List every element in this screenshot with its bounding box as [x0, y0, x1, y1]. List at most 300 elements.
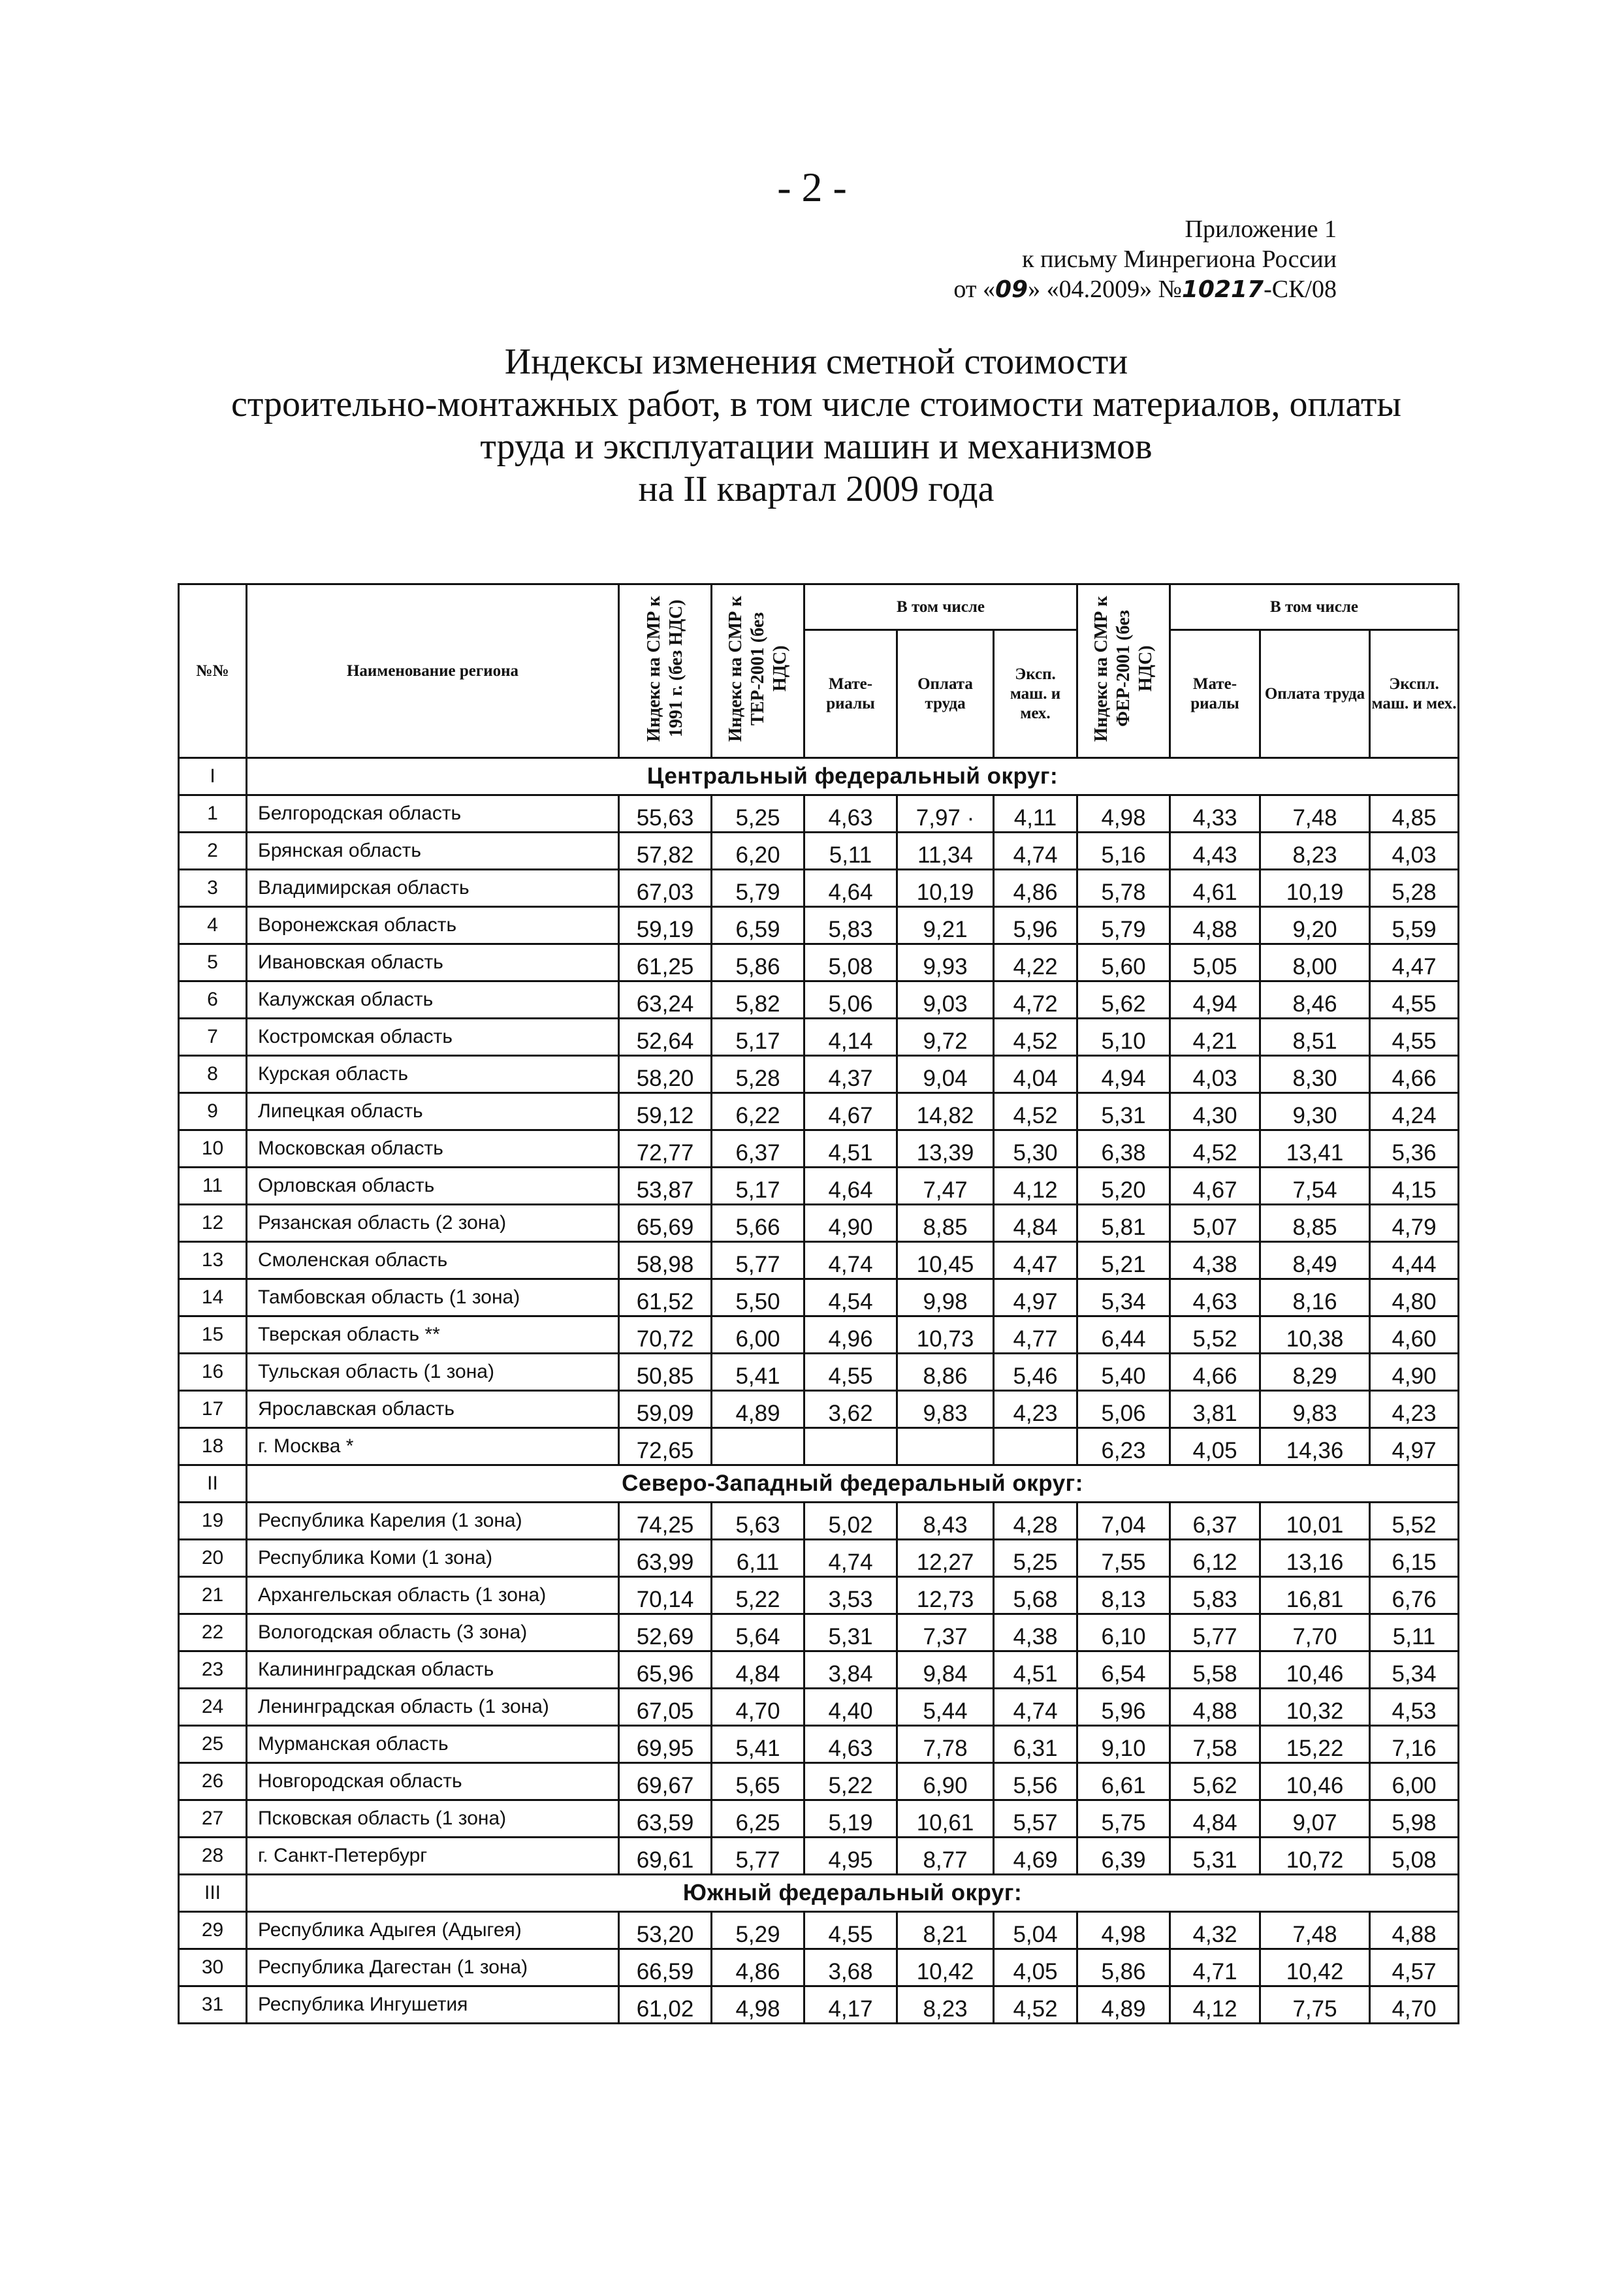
region-name: Воронежская область — [247, 907, 619, 944]
index-value: 5,31 — [1170, 1838, 1260, 1875]
index-value: 4,57 — [1370, 1949, 1459, 1986]
row-number: 12 — [179, 1205, 247, 1242]
index-value: 5,11 — [1370, 1614, 1459, 1651]
index-value: 9,83 — [897, 1391, 994, 1428]
region-name: Тверская область ** — [247, 1316, 619, 1354]
index-value: 4,72 — [994, 981, 1077, 1019]
row-number: 28 — [179, 1838, 247, 1875]
header-index-fer-text: Индекс на СМР к ФЕР-2001 (без НДС) — [1091, 595, 1156, 742]
row-number: 10 — [179, 1130, 247, 1168]
index-value: 7,04 — [1077, 1503, 1170, 1540]
header-index-1991 — [619, 584, 712, 758]
index-value: 4,64 — [804, 1168, 897, 1205]
index-value: 5,79 — [1077, 907, 1170, 944]
index-value: 9,72 — [897, 1019, 994, 1056]
table-row — [179, 1651, 1459, 1689]
index-value: 5,41 — [712, 1726, 804, 1763]
index-value: 5,16 — [1077, 833, 1170, 870]
row-number: 17 — [179, 1391, 247, 1428]
region-name: Липецкая область — [247, 1093, 619, 1130]
region-name: Республика Ингушетия — [247, 1986, 619, 2024]
index-value: 8,16 — [1260, 1279, 1370, 1316]
appendix-line-1: Приложение 1 — [1185, 215, 1337, 243]
table-row — [179, 1056, 1459, 1093]
index-value: 70,72 — [619, 1316, 712, 1354]
index-value: 4,94 — [1170, 981, 1260, 1019]
row-number: 9 — [179, 1093, 247, 1130]
index-value: 8,30 — [1260, 1056, 1370, 1093]
table-row — [179, 1912, 1459, 1949]
appendix-line-2: к письму Минрегиона России — [1022, 246, 1337, 273]
index-value: 5,31 — [804, 1614, 897, 1651]
index-value: 5,77 — [712, 1242, 804, 1279]
index-value: 6,39 — [1077, 1838, 1170, 1875]
index-value: 4,69 — [994, 1838, 1077, 1875]
table-row — [179, 1316, 1459, 1354]
index-value: 4,17 — [804, 1986, 897, 2024]
header-materials: Мате-риалы — [804, 630, 897, 758]
index-value: 5,63 — [712, 1503, 804, 1540]
index-value: 5,44 — [897, 1689, 994, 1726]
table-row — [179, 1614, 1459, 1651]
index-value: 9,83 — [1260, 1391, 1370, 1428]
handwritten-number: 10217 — [1181, 276, 1264, 303]
index-value: 4,97 — [994, 1279, 1077, 1316]
header-group-including-1: В том числе — [804, 584, 1077, 630]
row-number: 18 — [179, 1428, 247, 1465]
index-value: 4,67 — [1170, 1168, 1260, 1205]
index-value: 70,14 — [619, 1577, 712, 1614]
index-value: 6,59 — [712, 907, 804, 944]
index-value: 63,99 — [619, 1540, 712, 1577]
index-value: 4,51 — [994, 1651, 1077, 1689]
index-value: 7,48 — [1260, 795, 1370, 833]
row-number: 16 — [179, 1354, 247, 1391]
index-value: 5,46 — [994, 1354, 1077, 1391]
index-value: 4,79 — [1370, 1205, 1459, 1242]
region-name: Белгородская область — [247, 795, 619, 833]
index-value: 4,04 — [994, 1056, 1077, 1093]
row-number: 20 — [179, 1540, 247, 1577]
index-value: 72,65 — [619, 1428, 712, 1465]
row-number: 15 — [179, 1316, 247, 1354]
appendix-prefix: от « — [953, 276, 995, 303]
appendix-reference — [953, 214, 1337, 305]
region-name: Мурманская область — [247, 1726, 619, 1763]
index-value: 10,38 — [1260, 1316, 1370, 1354]
index-value: 5,64 — [712, 1614, 804, 1651]
index-value: 4,40 — [804, 1689, 897, 1726]
index-value: 7,55 — [1077, 1540, 1170, 1577]
index-value: 52,64 — [619, 1019, 712, 1056]
index-value: 10,01 — [1260, 1503, 1370, 1540]
appendix-line-3 — [953, 274, 1337, 305]
index-value: 10,72 — [1260, 1838, 1370, 1875]
index-value: 13,16 — [1260, 1540, 1370, 1577]
index-value: 4,15 — [1370, 1168, 1459, 1205]
index-value: 5,81 — [1077, 1205, 1170, 1242]
index-value: 4,98 — [1077, 1912, 1170, 1949]
index-value: 6,44 — [1077, 1316, 1170, 1354]
index-value: 5,31 — [1077, 1093, 1170, 1130]
index-value: 4,21 — [1170, 1019, 1260, 1056]
index-value: 4,55 — [804, 1912, 897, 1949]
row-number: 29 — [179, 1912, 247, 1949]
region-name: Курская область — [247, 1056, 619, 1093]
index-value: 8,51 — [1260, 1019, 1370, 1056]
index-value: 4,84 — [1170, 1800, 1260, 1838]
index-value: 10,46 — [1260, 1763, 1370, 1800]
index-value: 8,23 — [897, 1986, 994, 2024]
region-name: Орловская область — [247, 1168, 619, 1205]
index-value: 8,86 — [897, 1354, 994, 1391]
index-value: 4,74 — [804, 1242, 897, 1279]
region-name: Республика Карелия (1 зона) — [247, 1503, 619, 1540]
index-value: 4,53 — [1370, 1689, 1459, 1726]
index-value: 4,54 — [804, 1279, 897, 1316]
index-value: 5,59 — [1370, 907, 1459, 944]
index-value: 7,37 — [897, 1614, 994, 1651]
index-value: 14,82 — [897, 1093, 994, 1130]
index-value: 9,04 — [897, 1056, 994, 1093]
index-value: 5,77 — [712, 1838, 804, 1875]
index-value: 9,20 — [1260, 907, 1370, 944]
index-value: 59,09 — [619, 1391, 712, 1428]
table-row — [179, 1354, 1459, 1391]
row-number: 26 — [179, 1763, 247, 1800]
header-machines-2: Экспл. маш. и мех. — [1370, 630, 1459, 758]
index-value: 74,25 — [619, 1503, 712, 1540]
index-value: 10,42 — [1260, 1949, 1370, 1986]
index-value: 5,79 — [712, 870, 804, 907]
index-value: 5,22 — [804, 1763, 897, 1800]
index-value: 6,54 — [1077, 1651, 1170, 1689]
index-value: 5,96 — [994, 907, 1077, 944]
index-value: 59,12 — [619, 1093, 712, 1130]
index-value: 4,63 — [804, 1726, 897, 1763]
section-number: I — [179, 758, 247, 795]
index-value: 8,23 — [1260, 833, 1370, 870]
table-row — [179, 907, 1459, 944]
index-value: 3,84 — [804, 1651, 897, 1689]
index-value: 55,63 — [619, 795, 712, 833]
index-value: 4,96 — [804, 1316, 897, 1354]
table-row — [179, 1168, 1459, 1205]
index-value: 58,98 — [619, 1242, 712, 1279]
region-name: Республика Коми (1 зона) — [247, 1540, 619, 1577]
index-value: 7,54 — [1260, 1168, 1370, 1205]
index-value: 7,58 — [1170, 1726, 1260, 1763]
region-name: Брянская область — [247, 833, 619, 870]
index-value: 16,81 — [1260, 1577, 1370, 1614]
row-number: 19 — [179, 1503, 247, 1540]
section-row — [179, 1465, 1459, 1503]
index-value: 9,84 — [897, 1651, 994, 1689]
index-value: 8,29 — [1260, 1354, 1370, 1391]
index-value: 9,30 — [1260, 1093, 1370, 1130]
index-value: 4,32 — [1170, 1912, 1260, 1949]
table-row — [179, 981, 1459, 1019]
index-table — [178, 583, 1459, 2024]
table-row — [179, 1093, 1459, 1130]
index-value: 66,59 — [619, 1949, 712, 1986]
row-number: 25 — [179, 1726, 247, 1763]
section-row — [179, 1875, 1459, 1912]
index-value: 5,20 — [1077, 1168, 1170, 1205]
region-name: г. Санкт-Петербург — [247, 1838, 619, 1875]
index-value: 5,83 — [804, 907, 897, 944]
title-line-3: труда и эксплуатации машин и механизмов — [480, 426, 1153, 467]
title-line-4: на II квартал 2009 года — [638, 469, 995, 509]
row-number: 6 — [179, 981, 247, 1019]
table-row — [179, 1279, 1459, 1316]
index-value: 5,83 — [1170, 1577, 1260, 1614]
table-row — [179, 1986, 1459, 2024]
table-row — [179, 795, 1459, 833]
index-value: 8,49 — [1260, 1242, 1370, 1279]
index-value: 4,38 — [1170, 1242, 1260, 1279]
index-value: 4,61 — [1170, 870, 1260, 907]
table-row — [179, 1019, 1459, 1056]
index-value: 6,37 — [1170, 1503, 1260, 1540]
row-number: 31 — [179, 1986, 247, 2024]
table-row — [179, 1838, 1459, 1875]
index-value: 4,38 — [994, 1614, 1077, 1651]
region-name: Архангельская область (1 зона) — [247, 1577, 619, 1614]
index-value: 5,21 — [1077, 1242, 1170, 1279]
index-value: 6,37 — [712, 1130, 804, 1168]
index-value: 5,52 — [1370, 1503, 1459, 1540]
index-value: 4,03 — [1170, 1056, 1260, 1093]
index-value: 7,16 — [1370, 1726, 1459, 1763]
index-value: 65,96 — [619, 1651, 712, 1689]
index-value: 63,24 — [619, 981, 712, 1019]
index-value: 7,47 — [897, 1168, 994, 1205]
index-value: 5,06 — [804, 981, 897, 1019]
index-value: 14,36 — [1260, 1428, 1370, 1465]
index-value: 12,27 — [897, 1540, 994, 1577]
index-value: 6,90 — [897, 1763, 994, 1800]
index-value: 4,63 — [1170, 1279, 1260, 1316]
table-row — [179, 1205, 1459, 1242]
index-value: 4,88 — [1170, 907, 1260, 944]
index-value: 3,53 — [804, 1577, 897, 1614]
index-value: 4,03 — [1370, 833, 1459, 870]
index-value: 6,11 — [712, 1540, 804, 1577]
index-value: 5,41 — [712, 1354, 804, 1391]
index-value: 7,70 — [1260, 1614, 1370, 1651]
index-value: 5,29 — [712, 1912, 804, 1949]
index-table-container — [178, 583, 1459, 2024]
index-value: 69,67 — [619, 1763, 712, 1800]
index-value: 4,74 — [804, 1540, 897, 1577]
index-value: 5,02 — [804, 1503, 897, 1540]
index-value: 3,62 — [804, 1391, 897, 1428]
row-number: 30 — [179, 1949, 247, 1986]
index-value: 8,21 — [897, 1912, 994, 1949]
index-value: 4,23 — [1370, 1391, 1459, 1428]
index-value: 5,28 — [1370, 870, 1459, 907]
index-value: 4,05 — [1170, 1428, 1260, 1465]
region-name: Республика Дагестан (1 зона) — [247, 1949, 619, 1986]
region-name: Псковская область (1 зона) — [247, 1800, 619, 1838]
index-value: 53,87 — [619, 1168, 712, 1205]
section-title: Северо-Западный федеральный округ: — [247, 1465, 1459, 1503]
index-value: 5,34 — [1077, 1279, 1170, 1316]
index-value: 4,80 — [1370, 1279, 1459, 1316]
index-value: 4,98 — [712, 1986, 804, 2024]
index-value: 5,78 — [1077, 870, 1170, 907]
index-value: 4,66 — [1370, 1056, 1459, 1093]
index-value: 15,22 — [1260, 1726, 1370, 1763]
handwritten-day: 09 — [995, 276, 1028, 303]
index-value: 63,59 — [619, 1800, 712, 1838]
header-index-1991-text: Индекс на СМР к 1991 г. (без НДС) — [643, 595, 686, 742]
index-value: 4,95 — [804, 1838, 897, 1875]
index-value: 67,05 — [619, 1689, 712, 1726]
index-value: 4,86 — [712, 1949, 804, 1986]
region-name: Ленинградская область (1 зона) — [247, 1689, 619, 1726]
table-row — [179, 1949, 1459, 1986]
index-value: 5,22 — [712, 1577, 804, 1614]
index-value: 57,82 — [619, 833, 712, 870]
index-value: 9,21 — [897, 907, 994, 944]
index-value: 6,61 — [1077, 1763, 1170, 1800]
document-title — [163, 341, 1469, 511]
index-value: 5,05 — [1170, 944, 1260, 981]
table-row — [179, 1689, 1459, 1726]
row-number: 21 — [179, 1577, 247, 1614]
index-value: 6,23 — [1077, 1428, 1170, 1465]
index-value: 5,62 — [1170, 1763, 1260, 1800]
row-number: 5 — [179, 944, 247, 981]
index-value: 4,52 — [994, 1986, 1077, 2024]
index-value: 5,08 — [804, 944, 897, 981]
index-value: 61,25 — [619, 944, 712, 981]
index-value: 8,00 — [1260, 944, 1370, 981]
table-row — [179, 944, 1459, 981]
region-name: г. Москва * — [247, 1428, 619, 1465]
index-value: 10,46 — [1260, 1651, 1370, 1689]
row-number: 2 — [179, 833, 247, 870]
index-value: 5,10 — [1077, 1019, 1170, 1056]
index-value: 65,69 — [619, 1205, 712, 1242]
index-value: 5,75 — [1077, 1800, 1170, 1838]
index-value: 5,19 — [804, 1800, 897, 1838]
index-value: 6,38 — [1077, 1130, 1170, 1168]
index-value: 10,61 — [897, 1800, 994, 1838]
table-row — [179, 1540, 1459, 1577]
index-value: 4,64 — [804, 870, 897, 907]
index-value: 4,89 — [1077, 1986, 1170, 2024]
index-value: 4,67 — [804, 1093, 897, 1130]
index-value: 4,98 — [1077, 795, 1170, 833]
index-value: 7,78 — [897, 1726, 994, 1763]
index-value: 5,57 — [994, 1800, 1077, 1838]
header-labor-2: Оплата труда — [1260, 630, 1370, 758]
index-value: 5,65 — [712, 1763, 804, 1800]
index-value: 4,24 — [1370, 1093, 1459, 1130]
index-value: 4,52 — [1170, 1130, 1260, 1168]
index-value: 4,70 — [712, 1689, 804, 1726]
index-value: 4,12 — [1170, 1986, 1260, 2024]
index-value: 10,73 — [897, 1316, 994, 1354]
index-value: 8,46 — [1260, 981, 1370, 1019]
index-value: 4,66 — [1170, 1354, 1260, 1391]
index-value: 4,23 — [994, 1391, 1077, 1428]
index-value: 5,36 — [1370, 1130, 1459, 1168]
index-value: 13,41 — [1260, 1130, 1370, 1168]
region-name: Рязанская область (2 зона) — [247, 1205, 619, 1242]
index-value: 4,70 — [1370, 1986, 1459, 2024]
region-name: Костромская область — [247, 1019, 619, 1056]
index-value: 12,73 — [897, 1577, 994, 1614]
row-number: 7 — [179, 1019, 247, 1056]
section-number: III — [179, 1875, 247, 1912]
header-region-name: Наименование региона — [247, 584, 619, 758]
index-value: 4,55 — [1370, 981, 1459, 1019]
index-value: 4,55 — [1370, 1019, 1459, 1056]
index-value: 5,98 — [1370, 1800, 1459, 1838]
index-value: 5,17 — [712, 1019, 804, 1056]
index-value: 4,60 — [1370, 1316, 1459, 1354]
appendix-date: » «04.2009» № — [1028, 276, 1182, 303]
header-index-fer — [1077, 584, 1170, 758]
index-value: 4,84 — [712, 1651, 804, 1689]
index-value — [897, 1428, 994, 1465]
index-value: 67,03 — [619, 870, 712, 907]
index-value: 5,66 — [712, 1205, 804, 1242]
index-value: 3,81 — [1170, 1391, 1260, 1428]
index-value: 5,86 — [1077, 1949, 1170, 1986]
index-value: 4,84 — [994, 1205, 1077, 1242]
index-value: 4,63 — [804, 795, 897, 833]
region-name: Тульская область (1 зона) — [247, 1354, 619, 1391]
index-value: 5,40 — [1077, 1354, 1170, 1391]
table-row — [179, 1800, 1459, 1838]
index-value: 69,61 — [619, 1838, 712, 1875]
region-name: Московская область — [247, 1130, 619, 1168]
index-value: 8,85 — [897, 1205, 994, 1242]
index-value: 6,10 — [1077, 1614, 1170, 1651]
index-value: 4,05 — [994, 1949, 1077, 1986]
index-value: 5,77 — [1170, 1614, 1260, 1651]
region-name: Калужская область — [247, 981, 619, 1019]
index-value: 4,47 — [1370, 944, 1459, 981]
index-value: 5,52 — [1170, 1316, 1260, 1354]
region-name: Вологодская область (3 зона) — [247, 1614, 619, 1651]
index-value: 4,88 — [1170, 1689, 1260, 1726]
index-value: 5,25 — [712, 795, 804, 833]
index-value: 5,07 — [1170, 1205, 1260, 1242]
table-row — [179, 1428, 1459, 1465]
index-value: 6,25 — [712, 1800, 804, 1838]
index-value: 7,97 · — [897, 795, 994, 833]
index-value: 9,93 — [897, 944, 994, 981]
table-body — [179, 758, 1459, 2024]
index-value: 13,39 — [897, 1130, 994, 1168]
index-value: 69,95 — [619, 1726, 712, 1763]
index-value: 4,28 — [994, 1503, 1077, 1540]
row-number: 27 — [179, 1800, 247, 1838]
index-value: 10,19 — [897, 870, 994, 907]
index-value: 11,34 — [897, 833, 994, 870]
row-number: 22 — [179, 1614, 247, 1651]
table-row — [179, 1763, 1459, 1800]
region-name: Владимирская область — [247, 870, 619, 907]
title-line-1: Индексы изменения сметной стоимости — [504, 342, 1128, 382]
index-value: 8,85 — [1260, 1205, 1370, 1242]
